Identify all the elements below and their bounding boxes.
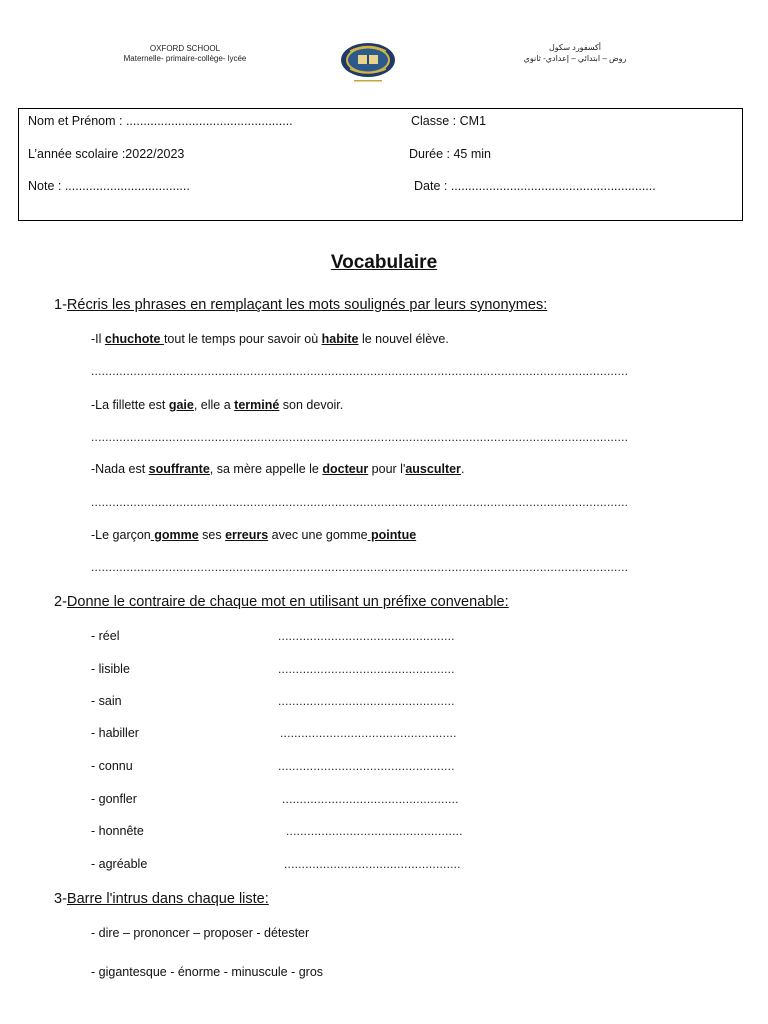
exercise-1-heading [54, 297, 547, 313]
underlined-word: chuchote [104, 332, 164, 346]
word-item: - lisible [91, 662, 130, 676]
exercise-1-instruction: Récris les phrases en remplaçant les mots soulignés par leurs synonymes: [66, 297, 548, 313]
word-answer-line[interactable]: .................................................. [282, 792, 459, 806]
exercise-2-instruction: Donne le contraire de chaque mot en utilisant un préfixe convenable: [66, 594, 509, 610]
word-answer-line[interactable]: .................................................. [278, 694, 455, 708]
answer-line-2[interactable]: ........................................................................................................................................................ [91, 430, 629, 444]
word-answer-line[interactable]: .................................................. [278, 662, 455, 676]
exercise-1-sentence-4 [91, 528, 416, 542]
school-name-ar: أكسفورد سكول [548, 43, 602, 52]
exercise-1-sentence-1 [91, 332, 449, 346]
sentence-text: pour l' [368, 462, 406, 476]
exercise-2-number: 2- [54, 594, 67, 610]
word-answer-line[interactable]: .................................................. [284, 857, 461, 871]
word-answer-line[interactable]: .................................................. [286, 824, 463, 838]
nom-prenom-field: Nom et Prénom : ................................................ [28, 114, 293, 128]
annee-scolaire-field: L’année scolaire :2022/2023 [28, 147, 185, 161]
sentence-text: ses [198, 528, 226, 542]
sentence-text: le nouvel élève. [358, 332, 449, 346]
underlined-word: terminé [234, 398, 280, 412]
school-header-fr [100, 44, 270, 64]
underlined-word: docteur [322, 462, 369, 476]
note-field: Note : .................................... [28, 179, 190, 193]
sentence-text: avec une gomme [268, 528, 368, 542]
underlined-word: ausculter [405, 462, 461, 476]
underlined-word: gomme [150, 528, 199, 542]
underlined-word: souffrante [148, 462, 210, 476]
word-item: - agréable [91, 857, 148, 871]
word-answer-line[interactable]: .................................................. [278, 759, 455, 773]
school-logo-icon [336, 40, 400, 86]
sentence-text: -Le garçon [91, 528, 151, 542]
sentence-text: , elle a [193, 398, 235, 412]
intrus-list-1: - dire – prononcer – proposer - détester [91, 926, 310, 940]
word-item: - connu [91, 759, 133, 773]
word-answer-line[interactable]: .................................................. [280, 726, 457, 740]
underlined-word: gaie [168, 398, 194, 412]
word-item: - réel [91, 629, 120, 643]
answer-line-1[interactable]: ........................................................................................................................................................ [91, 364, 629, 378]
sentence-text: -Il [91, 332, 105, 346]
exercise-2-heading [54, 594, 509, 610]
word-item: - habiller [91, 726, 139, 740]
duree-field: Durée : 45 min [409, 147, 491, 161]
sentence-text: . [460, 462, 465, 476]
school-name: OXFORD SCHOOL [149, 44, 221, 53]
school-levels-ar: روض – ابتدائي – إعدادي- ثانوي [523, 54, 627, 63]
underlined-word: erreurs [225, 528, 269, 542]
word-item: - gonfler [91, 792, 137, 806]
exercise-3-heading [54, 891, 269, 907]
sentence-text: -La fillette est [91, 398, 169, 412]
sentence-text: , sa mère appelle le [209, 462, 323, 476]
answer-line-4[interactable]: ........................................................................................................................................................ [91, 560, 629, 574]
intrus-list-2: - gigantesque - énorme - minuscule - gros [91, 965, 324, 979]
exercise-1-sentence-3 [91, 462, 464, 476]
word-item: - sain [91, 694, 122, 708]
exercise-3-number: 3- [54, 891, 67, 907]
underlined-word: pointue [367, 528, 417, 542]
sentence-text: son devoir. [279, 398, 344, 412]
school-levels: Maternelle- primaire-collège- lycée [123, 54, 247, 63]
underlined-word: habite [321, 332, 359, 346]
answer-line-3[interactable]: ........................................................................................................................................................ [91, 495, 629, 509]
school-header-ar [500, 42, 650, 64]
classe-field: Classe : CM1 [411, 114, 487, 128]
page-title: Vocabulaire [330, 252, 438, 273]
exercise-1-sentence-2 [91, 398, 343, 412]
exercise-3-instruction: Barre l'intrus dans chaque liste: [66, 891, 269, 907]
sentence-text: -Nada est [91, 462, 149, 476]
date-field: Date : ........................................................... [414, 179, 656, 193]
exercise-1-number: 1- [54, 297, 67, 313]
word-answer-line[interactable]: .................................................. [278, 629, 455, 643]
sentence-text: tout le temps pour savoir où [163, 332, 322, 346]
word-item: - honnête [91, 824, 144, 838]
